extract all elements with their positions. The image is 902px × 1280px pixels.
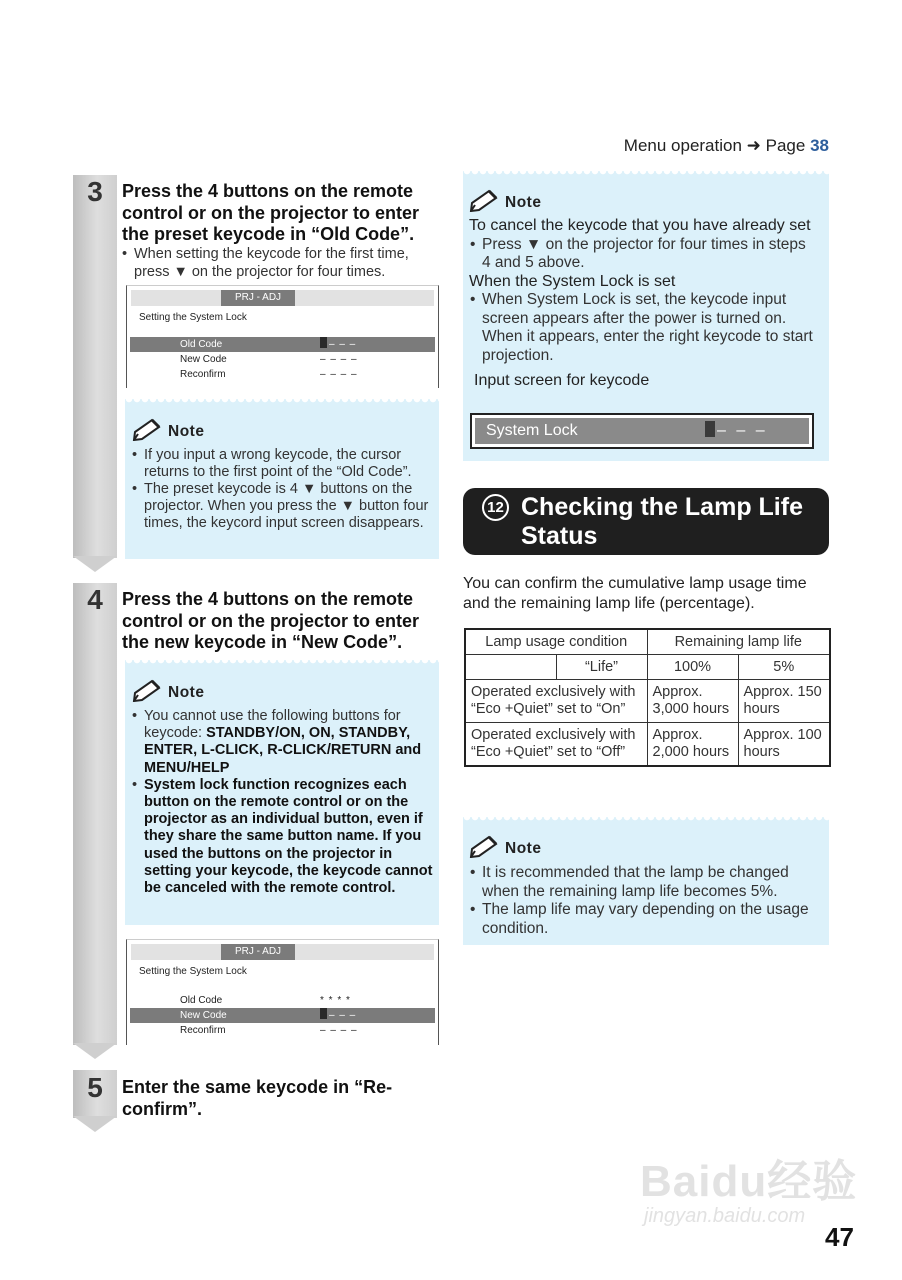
screen-title: PRJ - ADJ [221, 290, 295, 306]
table-life-label: “Life” [556, 654, 647, 679]
cursor-block [320, 1008, 327, 1019]
screen-row-reconfirm[interactable]: Reconfirm – – – – [180, 1025, 358, 1036]
step-4-strip-tip [73, 1043, 117, 1059]
lock-heading: When the System Lock is set [469, 272, 676, 290]
step-3-note [125, 399, 439, 559]
section-heading [463, 488, 829, 555]
table-cell-condition: Operated exclusively with “Eco +Quiet” set to “On” [465, 679, 647, 722]
table-empty-cell [465, 654, 556, 679]
table-cell-full: Approx. 3,000 hours [647, 679, 738, 722]
arrow-right-icon: ➜ [746, 136, 761, 155]
section-title: Checking the Lamp Life Status [521, 493, 803, 550]
cancel-heading: To cancel the keycode that you have already set [469, 217, 811, 234]
note-item: • If you input a wrong keycode, the cursor returns to the first point of the “Old Code”. [131, 447, 431, 481]
table-header-remaining: Remaining lamp life [647, 629, 830, 654]
note-list [469, 864, 814, 938]
page-number: 47 [825, 1222, 854, 1252]
screen-row-new-code[interactable]: New Code – – – – [180, 354, 358, 365]
baidu-watermark [640, 1157, 858, 1228]
note-item: • When System Lock is set, the keycode input screen appears after the power is turned on. When it appears, enter the right keycode to start projection. [469, 291, 814, 365]
pencil-icon [132, 417, 166, 441]
step-3-bullet: • When setting the keycode for the first time, press ▼ on the projector for four times. [122, 246, 409, 280]
note-item: • The lamp life may vary depending on the usage condition. [469, 901, 814, 938]
screen-row-old-code[interactable]: Old Code * * * * [180, 995, 351, 1006]
step-3-strip-tip [73, 556, 117, 572]
step-4-note [125, 660, 439, 925]
cursor-block [705, 421, 715, 437]
note-list [469, 217, 814, 391]
input-caption: Input screen for keycode [474, 372, 650, 389]
screen-row-reconfirm[interactable]: Reconfirm – – – – [180, 369, 358, 380]
table-pct-100: 100% [647, 654, 738, 679]
table-header-condition: Lamp usage condition [465, 629, 647, 654]
step-3-heading: Press the 4 buttons on the remote control or on the projector to enter the preset keycode in “Old Code”. [122, 181, 420, 244]
note-heading: Note [132, 678, 204, 702]
reference-page-label: Page [765, 136, 806, 155]
cursor-block [320, 337, 327, 348]
lamp-note [463, 817, 829, 945]
table-cell-condition: Operated exclusively with “Eco +Quiet” set to “Off” [465, 722, 647, 766]
step-3-strip [73, 175, 117, 558]
screen-title: PRJ - ADJ [221, 944, 295, 960]
system-lock-label: System Lock [486, 422, 578, 439]
step-3-menu-screen [126, 285, 439, 388]
step-5-strip-tip [73, 1116, 117, 1132]
step-4-heading: Press the 4 buttons on the remote control or on the projector to enter the new keycode in “New Code”. [122, 589, 420, 652]
table-row [465, 722, 830, 766]
table-cell-five: Approx. 150 hours [738, 679, 830, 722]
reference-page-number[interactable]: 38 [810, 136, 829, 155]
screen-heading: Setting the System Lock [139, 312, 247, 323]
step-5-number: 5 [87, 1072, 103, 1103]
page-reference [624, 136, 829, 156]
screen-heading: Setting the System Lock [139, 966, 247, 977]
table-pct-5: 5% [738, 654, 830, 679]
lamp-life-table [464, 628, 831, 767]
note-heading: Note [132, 417, 204, 441]
section-intro: You can confirm the cumulative lamp usage time and the remaining lamp life (percentage). [463, 575, 807, 612]
note-item: • System lock function recognizes each button on the remote control or on the projector as an individual button, even if they share the same button name. If you used the buttons on the projector in setting your keycode, the keycode cannot be canceled with the remote control. [131, 777, 433, 897]
pencil-icon [132, 678, 166, 702]
note-list [131, 708, 433, 897]
pencil-icon [469, 834, 503, 858]
step-4-menu-screen [126, 939, 439, 1045]
step-5-heading: Enter the same keycode in “Re-confirm”. [122, 1077, 393, 1119]
system-lock-input-screen [470, 413, 814, 449]
note-item: • Press ▼ on the projector for four times in steps 4 and 5 above. [469, 236, 814, 273]
step-3-number: 3 [87, 176, 103, 207]
note-heading: Note [469, 834, 541, 858]
step-4-number: 4 [87, 584, 103, 615]
watermark-main: Baidu经验 [640, 1157, 858, 1206]
reference-prefix: Menu operation [623, 136, 742, 155]
pencil-icon [469, 188, 503, 212]
table-row [465, 679, 830, 722]
table-cell-five: Approx. 100 hours [738, 722, 830, 766]
table-cell-full: Approx. 2,000 hours [647, 722, 738, 766]
system-lock-keycode[interactable]: – – – [705, 418, 768, 444]
watermark-sub: jingyan.baidu.com [644, 1205, 806, 1227]
section-number-circle: 12 [482, 494, 509, 521]
step-4-strip [73, 583, 117, 1045]
screen-row-new-code[interactable]: New Code – – – [130, 1008, 435, 1023]
note-heading: Note [469, 188, 541, 212]
note-item: • The preset keycode is 4 ▼ buttons on the projector. When you press the ▼ button four times, the keycord input screen disappears. [131, 481, 431, 532]
note-list [131, 447, 431, 532]
screen-row-old-code[interactable]: Old Code – – – [130, 337, 435, 352]
note-item: • It is recommended that the lamp be changed when the remaining lamp life becomes 5%. [469, 864, 814, 901]
note-item: • You cannot use the following buttons for keycode: STANDBY/ON, ON, STANDBY, ENTER, L-CLICK, R-CLICK/RETURN and MENU/HELP [131, 708, 433, 777]
